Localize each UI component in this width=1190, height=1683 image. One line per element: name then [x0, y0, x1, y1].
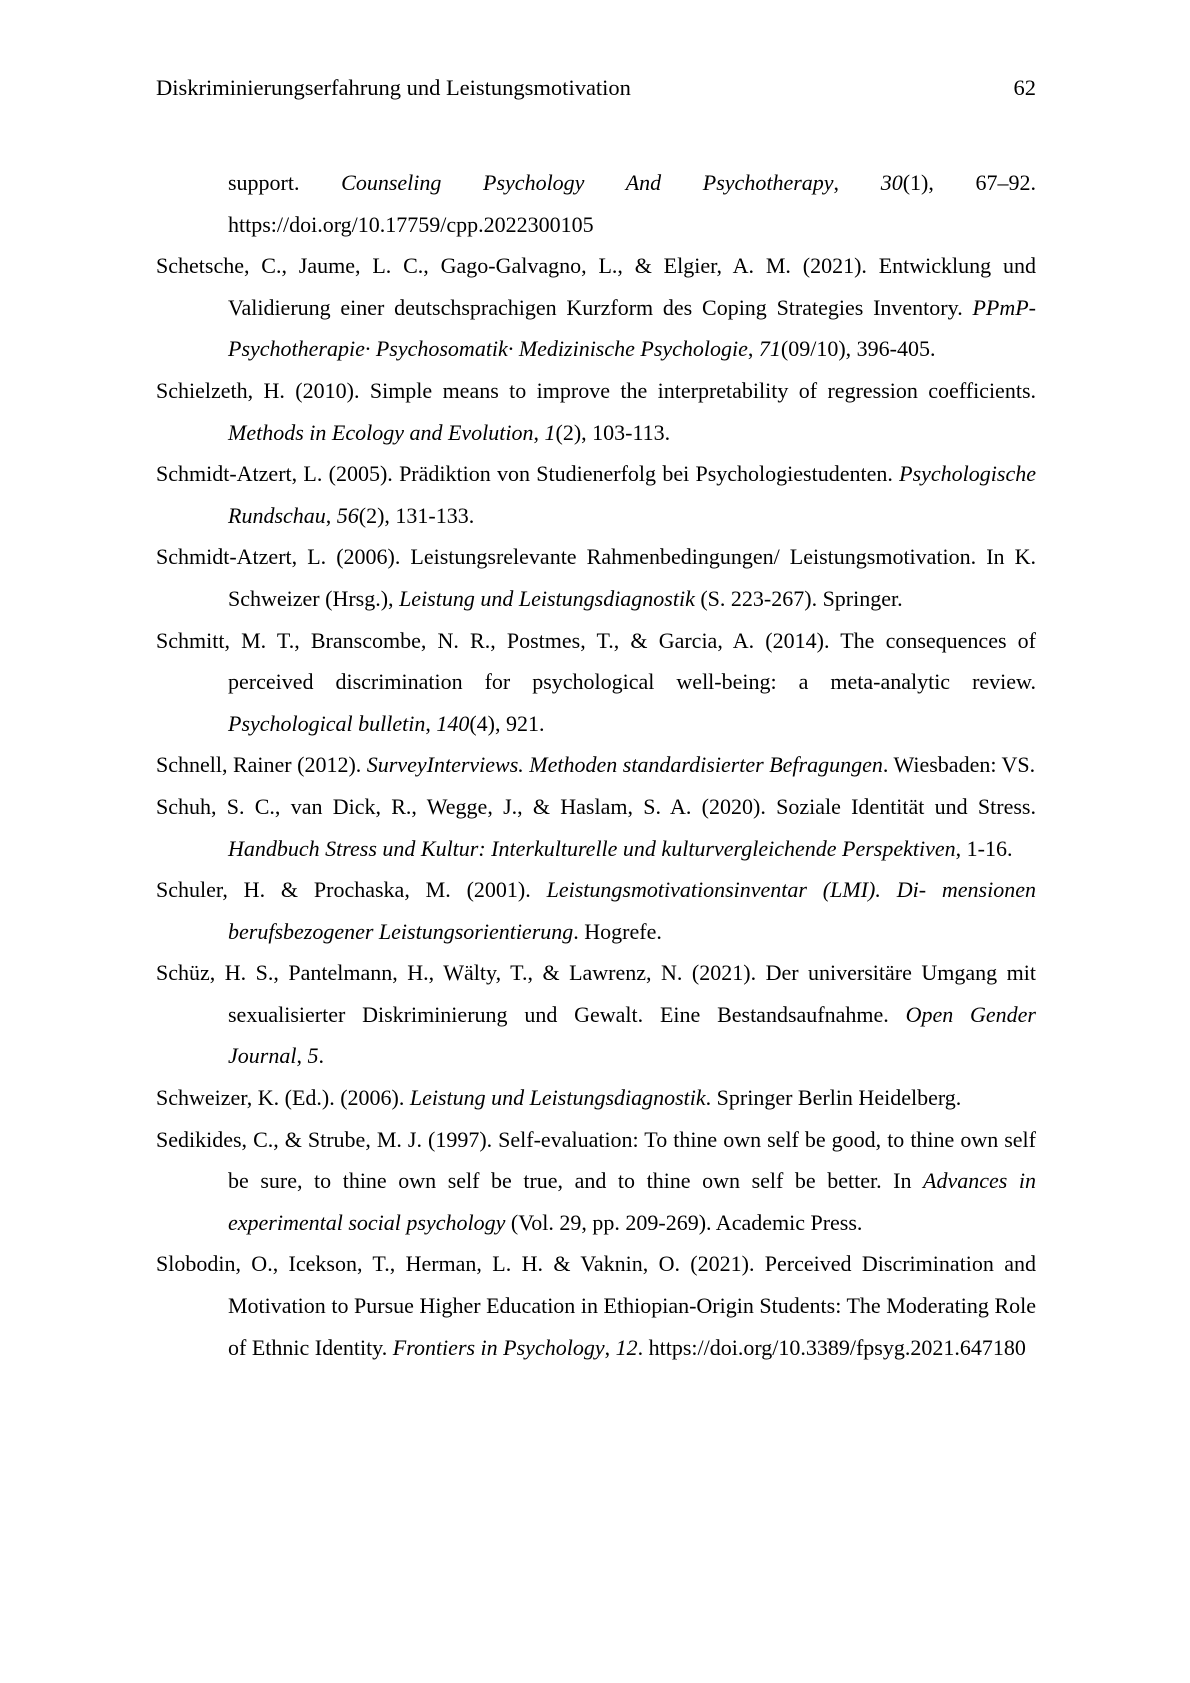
reference-text: (1), 67–92. https://doi.org/10.17759/cpp.2022300105: [228, 170, 1036, 237]
reference-text: Schuler, H. & Prochaska, M. (2001).: [156, 877, 547, 903]
reference-source: PPmP-Psychotherapie· Psychosomatik· Medizinische Psychologie: [228, 294, 1036, 362]
reference-text: Schmidt-Atzert, L. (2006). Leistungsrelevante Rahmenbedingungen/ Leistungsmotivation. In K. Schweizer (Hrsg.),: [156, 544, 1036, 611]
reference-schielzeth-2010: [156, 370, 1036, 453]
reference-source: Leistung und Leistungsdiagnostik: [399, 585, 695, 611]
reference-source: Handbuch Stress und Kultur: Interkulturelle und kulturvergleichende Perspektiven: [228, 835, 956, 861]
reference-punct: ,: [833, 170, 881, 195]
reference-volume: 56: [336, 502, 359, 528]
reference-text: Schnell, Rainer (2012).: [156, 752, 367, 778]
reference-continuation: [156, 162, 1036, 245]
reference-volume: 30: [880, 170, 903, 195]
reference-source: Advances in experimental social psychology: [228, 1168, 1036, 1235]
reference-punct: ,: [533, 419, 545, 445]
reference-text: . Wiesbaden: VS.: [882, 752, 1036, 778]
reference-schnell-2012: [156, 744, 1036, 786]
reference-text: (4), 921.: [469, 710, 545, 736]
reference-list: [156, 162, 1036, 1368]
reference-text: Slobodin, O., Icekson, T., Herman, L. H. & Vaknin, O. (2021). Perceived Discrimination and Motivation to Pursue Higher Education in Ethiopian-Origin Students: The Moderating Role of Ethnic Identity.: [156, 1251, 1036, 1360]
reference-source: Frontiers in Psychology: [392, 1334, 605, 1360]
reference-schetsche-2021: [156, 245, 1036, 370]
reference-punct: ,: [325, 502, 337, 528]
reference-text: . https://doi.org/10.3389/fpsyg.2021.647180: [637, 1334, 1026, 1360]
reference-volume: 71: [758, 336, 781, 362]
reference-text: . Springer Berlin Heidelberg.: [705, 1085, 962, 1111]
reference-volume: 1: [544, 419, 556, 445]
reference-schmidt-atzert-2005: [156, 453, 1036, 536]
reference-source: Open Gender Journal: [228, 1001, 1036, 1069]
reference-text: Sedikides, C., & Strube, M. J. (1997). Self-evaluation: To thine own self be good, to thine own self be sure, to thine own self be true, and to thine own self be better. In: [156, 1126, 1036, 1194]
reference-text: Schetsche, C., Jaume, L. C., Gago-Galvagno, L., & Elgier, A. M. (2021). Entwicklung und Validierung einer deutschsprachigen Kurzform des Coping Strategies Inventory.: [156, 253, 1036, 320]
reference-schuez-2021: [156, 952, 1036, 1077]
reference-punct: ,: [747, 336, 759, 362]
reference-punct: ,: [425, 710, 437, 736]
reference-schuh-2020: [156, 786, 1036, 869]
reference-source: Counseling Psychology And Psychotherapy: [341, 170, 834, 195]
reference-schmitt-2014: [156, 620, 1036, 745]
reference-slobodin-2021: [156, 1243, 1036, 1368]
reference-source: Psychological bulletin: [228, 710, 426, 736]
reference-text: (S. 223-267). Springer.: [694, 585, 903, 611]
running-head-title: Diskriminierungserfahrung und Leistungsmotivation: [156, 75, 631, 100]
reference-text: support.: [228, 170, 342, 195]
running-head: [156, 72, 1036, 104]
reference-schuler-2001: [156, 869, 1036, 952]
reference-punct: ,: [296, 1043, 308, 1069]
reference-text: Schuh, S. C., van Dick, R., Wegge, J., & Haslam, S. A. (2020). Soziale Identität und Stress.: [156, 793, 1036, 819]
reference-schweizer-2006: [156, 1077, 1036, 1119]
page-number: 62: [1013, 75, 1036, 100]
reference-source: Methods in Ecology and Evolution: [228, 419, 534, 445]
reference-text: (2), 131-133.: [358, 502, 475, 528]
reference-volume: 5: [307, 1043, 319, 1069]
reference-schmidt-atzert-2006: [156, 536, 1036, 619]
reference-source: Psychologische Rundschau: [228, 461, 1036, 528]
reference-text: . Hogrefe.: [573, 918, 662, 944]
reference-source: Leistungsmotivationsinventar (LMI). Di- mensionen berufsbezogener Leistungsorientierung: [228, 877, 1036, 944]
reference-source: Leistung und Leistungsdiagnostik: [409, 1085, 706, 1111]
reference-sedikides-1997: [156, 1119, 1036, 1244]
reference-text: (2), 103-113.: [555, 419, 671, 445]
reference-text: Schmidt-Atzert, L. (2005). Prädiktion von Studienerfolg bei Psychologiestudenten.: [156, 461, 900, 487]
reference-volume: 140: [436, 710, 470, 736]
reference-source: SurveyInterviews. Methoden standardisierter Befragungen: [366, 752, 883, 778]
reference-text: .: [318, 1043, 324, 1069]
reference-text: (Vol. 29, pp. 209-269). Academic Press.: [505, 1209, 863, 1235]
reference-text: Schweizer, K. (Ed.). (2006).: [156, 1085, 410, 1111]
reference-text: Schmitt, M. T., Branscombe, N. R., Postmes, T., & Garcia, A. (2014). The consequences of perceived discrimination for psychological well-being: a meta-analytic review.: [156, 627, 1036, 695]
reference-text: Schüz, H. S., Pantelmann, H., Wälty, T., & Lawrenz, N. (2021). Der universitäre Umgang mit sexualisierter Diskriminierung und Gewalt. Eine Bestandsaufnahme.: [156, 960, 1036, 1027]
reference-text: (09/10), 396-405.: [780, 336, 936, 362]
reference-punct: ,: [604, 1334, 616, 1360]
reference-volume: 12: [615, 1334, 638, 1360]
reference-text: Schielzeth, H. (2010). Simple means to improve the interpretability of regression coefficients.: [156, 377, 1036, 403]
reference-text: , 1-16.: [955, 835, 1013, 861]
